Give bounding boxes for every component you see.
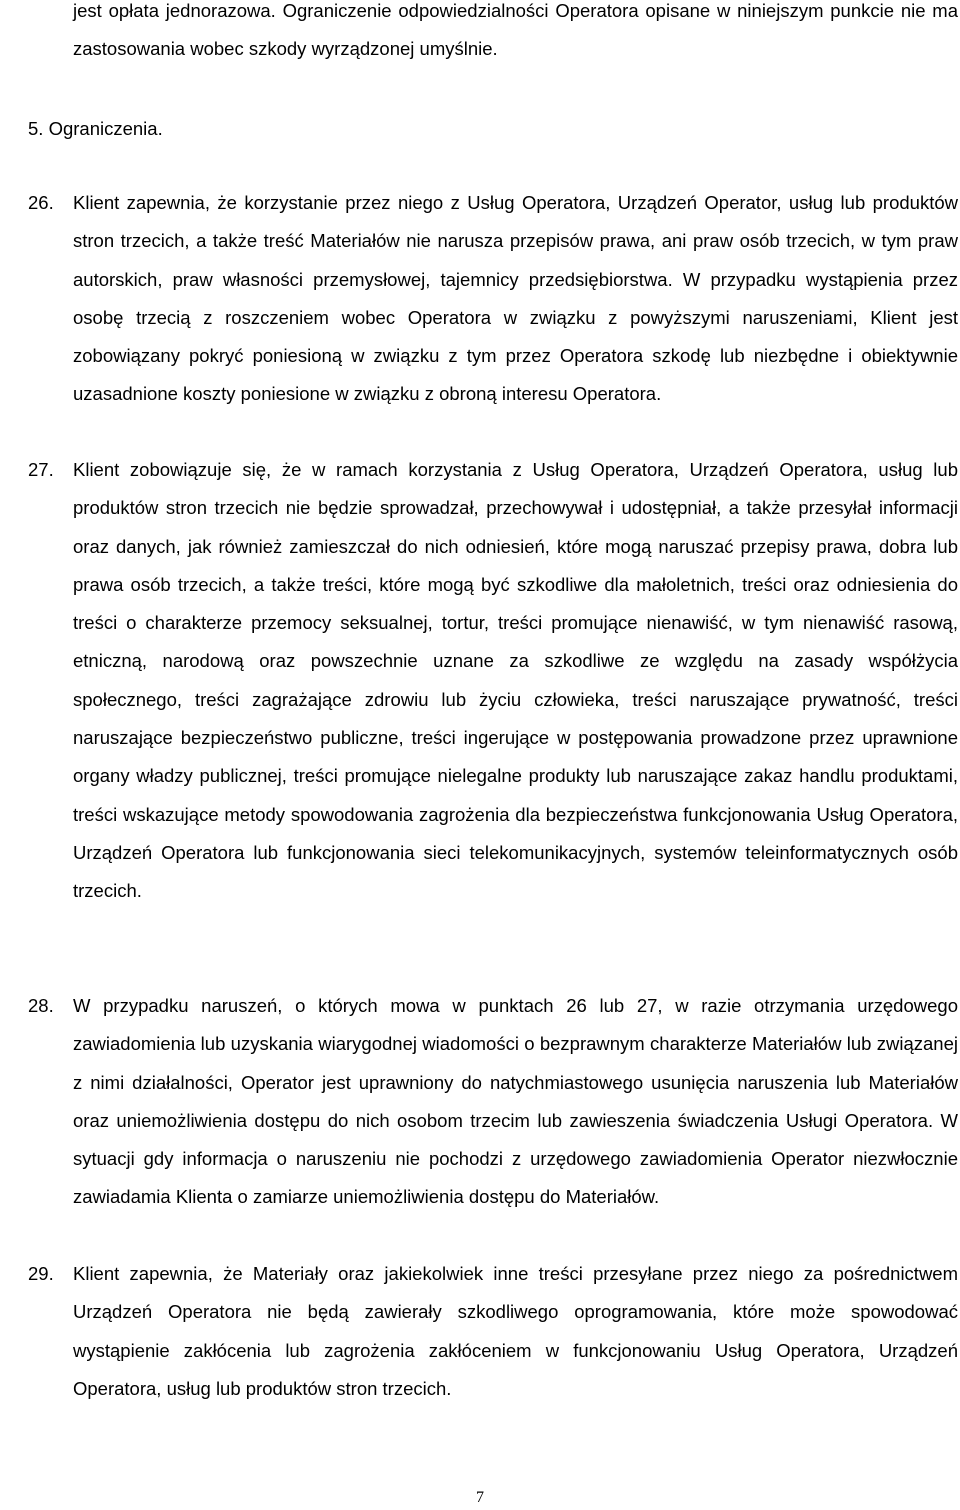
- section-heading: 5. Ograniczenia.: [28, 118, 163, 139]
- clause-text-26: Klient zapewnia, że korzystanie przez niego z Usług Operatora, Urządzeń Operator, usług lub produktów stron trzecich, a także treść Materiałów nie narusza przepisów prawa, ani praw osób trzecich, w tym praw autorskich, praw własności przemysłowej, tajemnicy przedsiębiorstwa. W przypadku wystąpienia przez osobę trzecią z roszczeniem wobec Operatora w związku z powyższymi naruszeniami, Klient jest zobowiązany pokryć poniesioną w związku z tym przez Operatora szkodę lub niezbędne i obiektywnie uzasadnione koszty poniesione w związku z obroną interesu Operatora.: [73, 192, 958, 405]
- clause-number-28: 28.: [28, 995, 54, 1016]
- intro-paragraph: jest opłata jednorazowa. Ograniczenie odpowiedzialności Operatora opisane w niniejszym punkcie nie ma zastosowania wobec szkody wyrządzonej umyślnie.: [73, 0, 958, 60]
- clause-text-27: Klient zobowiązuje się, że w ramach korzystania z Usług Operatora, Urządzeń Operatora, usług lub produktów stron trzecich nie będzie sprowadzał, przechowywał i udostępniał, a także przesyłał informacji oraz danych, jak również zamieszczał do nich odniesień, które mogą naruszać przepisy prawa, dobra lub prawa osób trzecich, a także treści, które mogą być szkodliwe dla małoletnich, treści oraz odniesienia do treści o charakterze przemocy seksualnej, tortur, treści promujące nienawiść, w tym nienawiść rasową, etniczną, narodową oraz powszechnie uznane za szkodliwe ze względu na zasady współżycia społecznego, treści zagrażające zdrowiu lub życiu człowieka, treści naruszające prywatność, treści naruszające bezpieczeństwo publiczne, treści ingerujące w postępowania prowadzone przez uprawnione organy władzy publicznej, treści promujące nielegalne produkty lub naruszające zakaz handlu produktami, treści wskazujące metody spowodowania zagrożenia dla bezpieczeństwa funkcjonowania Usług Operatora, Urządzeń Operatora lub funkcjonowania sieci telekomunikacyjnych, systemów teleinformatycznych osób trzecich.: [73, 459, 958, 902]
- clause-number-29: 29.: [28, 1263, 54, 1284]
- clause-text-29: Klient zapewnia, że Materiały oraz jakiekolwiek inne treści przesyłane przez niego za pośrednictwem Urządzeń Operatora nie będą zawierały szkodliwego oprogramowania, które może spowodować wystąpienie zakłócenia lub zagrożenia zakłóceniem w funkcjonowaniu Usług Operatora, Urządzeń Operatora, usług lub produktów stron trzecich.: [73, 1263, 958, 1399]
- clause-number-26: 26.: [28, 192, 54, 213]
- clause-text-28: W przypadku naruszeń, o których mowa w punktach 26 lub 27, w razie otrzymania urzędowego zawiadomienia lub uzyskania wiarygodnej wiadomości o bezprawnym charakterze Materiałów lub związanej z nimi działalności, Operator jest uprawniony do natychmiastowego usunięcia naruszenia lub Materiałów oraz uniemożliwienia dostępu do nich osobom trzecim lub zawieszenia świadczenia Usługi Operatora. W sytuacji gdy informacja o naruszeniu nie pochodzi z urzędowego zawiadomienia Operator niezwłocznie zawiadamia Klienta o zamiarze uniemożliwienia dostępu do Materiałów.: [73, 995, 958, 1208]
- page-number: 7: [476, 1489, 484, 1506]
- clause-number-27: 27.: [28, 459, 54, 480]
